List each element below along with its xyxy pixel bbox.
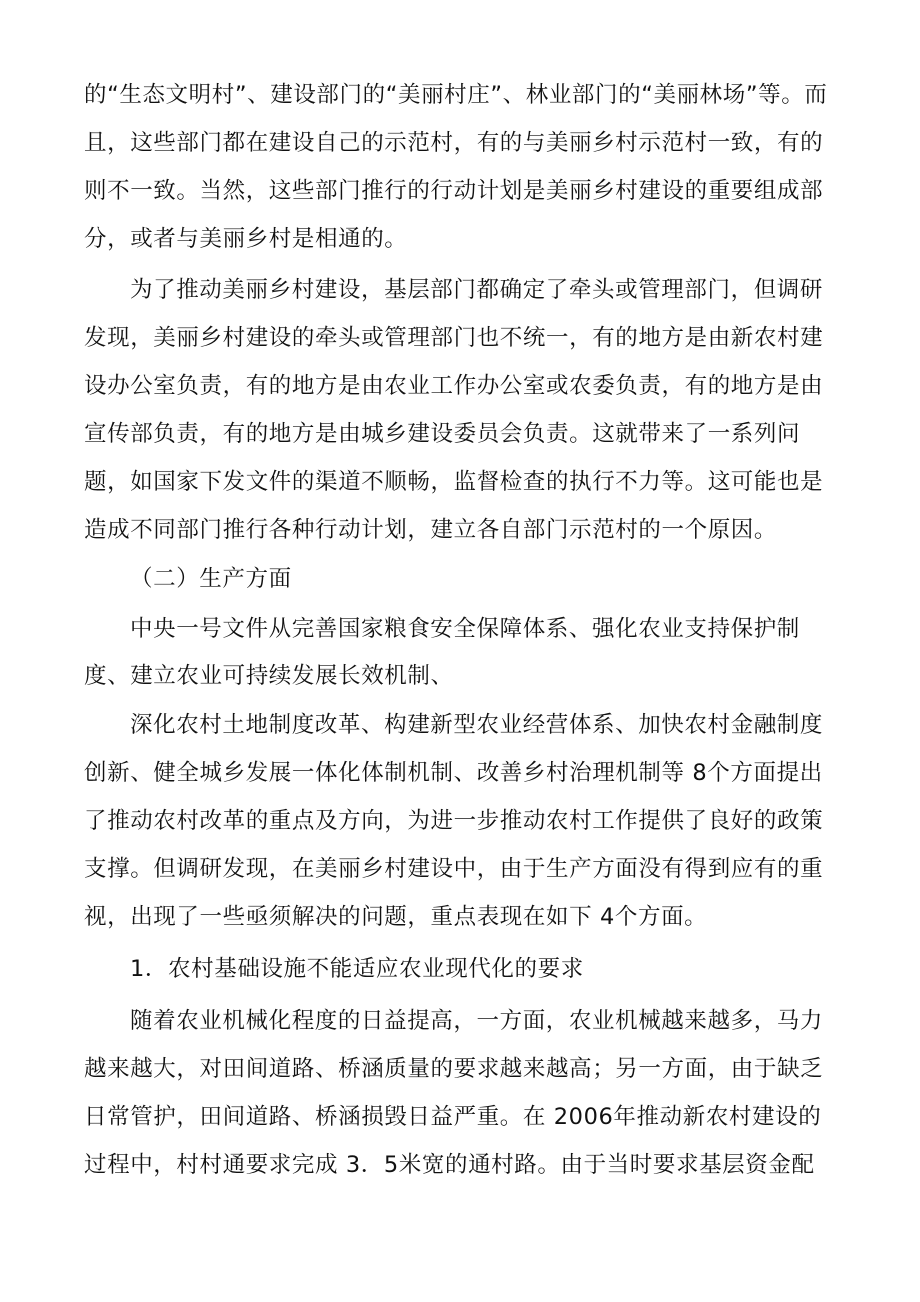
paragraph-line: 视，出现了一些亟须解决的问题，重点表现在如下 4个方面。 (84, 904, 708, 930)
paragraph-line: 度、建立农业可持续发展长效机制、 (84, 663, 454, 689)
paragraph-line: 则不一致。当然，这些部门推行的行动计划是美丽乡村建设的重要组成部 (84, 178, 824, 204)
paragraph-line: 分，或者与美丽乡村是相通的。 (84, 226, 408, 252)
paragraph-line: 日常管护，田间道路、桥涵损毁日益严重。在 2006年推动新农村建设的 (84, 1104, 822, 1130)
paragraph-line: 题，如国家下发文件的渠道不顺畅，监督检查的执行不力等。这可能也是 (84, 469, 824, 495)
paragraph-line: 越来越大，对田间道路、桥涵质量的要求越来越高；另一方面，由于缺乏 (84, 1056, 824, 1082)
paragraph-line: 的“生态文明村”、建设部门的“美丽村庄”、林业部门的“美丽林场”等。而 (84, 82, 828, 108)
paragraph-line: 为了推动美丽乡村建设，基层部门都确定了牵头或管理部门，但调研 (130, 277, 824, 303)
paragraph-line: 了推动农村改革的重点及方向，为进一步推动农村工作提供了良好的政策 (84, 808, 824, 834)
paragraph-line: 且，这些部门都在建设自己的示范村，有的与美丽乡村示范村一致，有的 (84, 130, 824, 156)
paragraph-line: 设办公室负责，有的地方是由农业工作办公室或农委负责，有的地方是由 (84, 373, 824, 399)
subsection-heading: 1．农村基础设施不能适应农业现代化的要求 (130, 956, 584, 982)
section-heading: （二）生产方面 (130, 566, 292, 592)
paragraph-line: 创新、健全城乡发展一体化体制机制、改善乡村治理机制等 8个方面提出 (84, 760, 823, 786)
paragraph-line: 过程中，村村通要求完成 3．5米宽的通村路。由于当时要求基层资金配 (84, 1152, 815, 1178)
paragraph-line: 发现，美丽乡村建设的牵头或管理部门也不统一，有的地方是由新农村建 (84, 325, 824, 351)
paragraph-line: 宣传部负责，有的地方是由城乡建设委员会负责。这就带来了一系列问 (84, 421, 801, 447)
paragraph-line: 造成不同部门推行各种行动计划，建立各自部门示范村的一个原因。 (84, 517, 778, 543)
paragraph-line: 中央一号文件从完善国家粮食安全保障体系、强化农业支持保护制 (130, 616, 800, 642)
paragraph-line: 深化农村土地制度改革、构建新型农业经营体系、加快农村金融制度 (130, 712, 824, 738)
paragraph-line: 随着农业机械化程度的日益提高，一方面，农业机械越来越多，马力 (130, 1008, 824, 1034)
paragraph-line: 支撑。但调研发现，在美丽乡村建设中，由于生产方面没有得到应有的重 (84, 856, 824, 882)
